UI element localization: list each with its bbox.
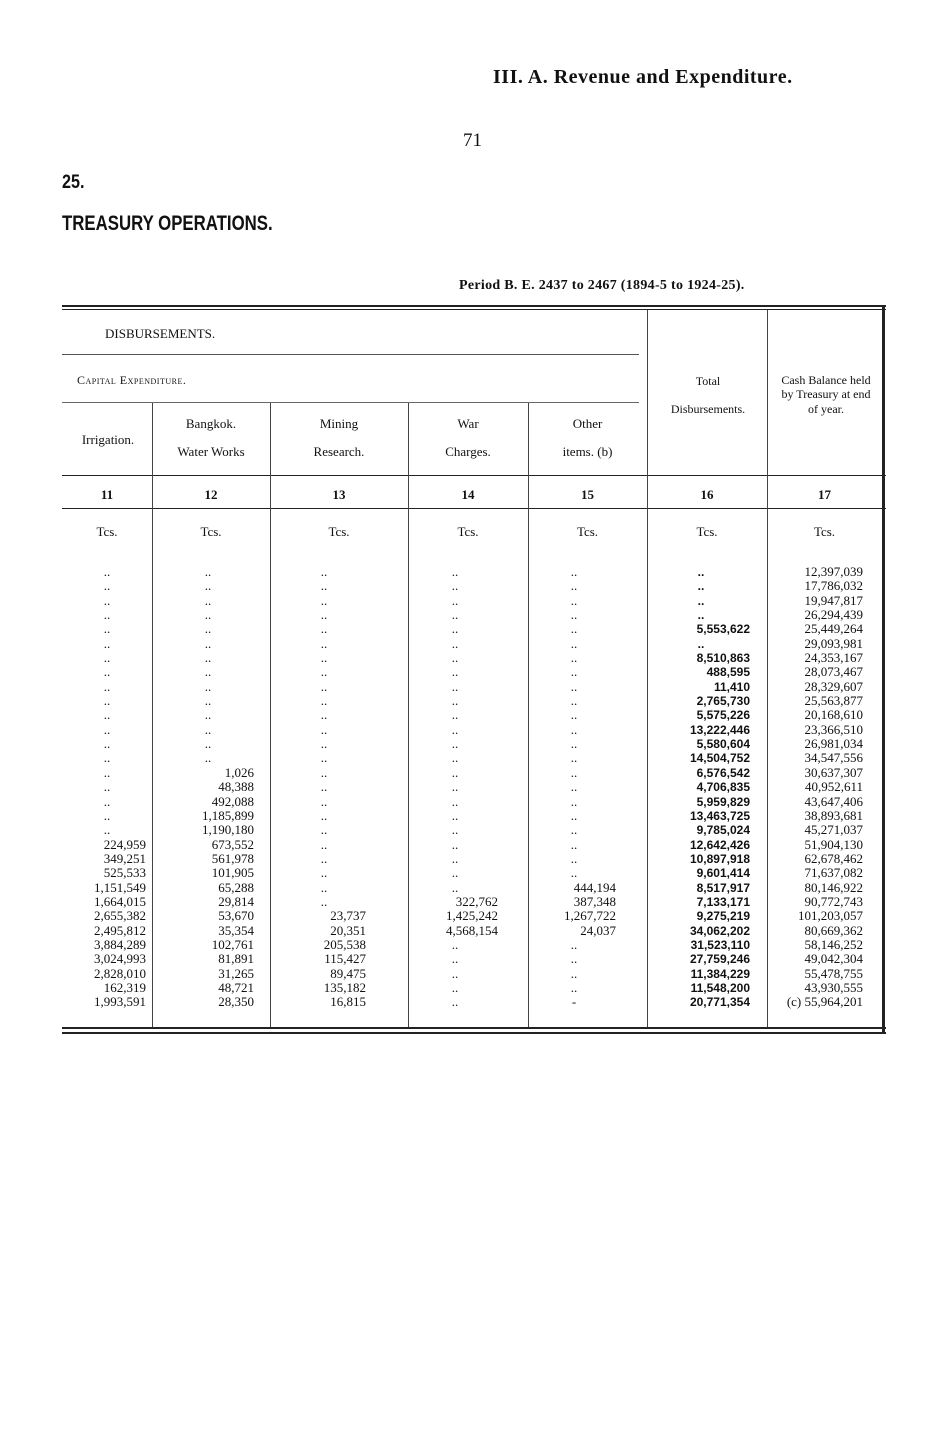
- irrigation-column: [68, 565, 146, 1010]
- water-works-cell: ..: [204, 607, 212, 623]
- total-cell: 5,959,829: [696, 794, 750, 809]
- water-works-cell: ..: [204, 621, 212, 637]
- other-items-cell: ..: [570, 607, 578, 623]
- war-charges-cell: 4,568,154: [446, 922, 498, 938]
- water-works-cell: 492,088: [211, 793, 254, 809]
- col-header-irrigation: [64, 431, 152, 449]
- war-charges-cell: ..: [451, 664, 459, 680]
- irrigation-cell: 349,251: [103, 850, 146, 866]
- total-cell: 13,463,725: [689, 808, 750, 823]
- other-items-cell: ..: [570, 664, 578, 680]
- col-number-17: 17: [818, 487, 831, 502]
- irrigation-cell: 1,151,549: [94, 879, 146, 895]
- cash-balance-cell: 38,893,681: [804, 807, 863, 823]
- total-cell: ..: [697, 636, 705, 651]
- mining-cell: ..: [320, 850, 328, 866]
- disbursements-heading: DISBURSEMENTS.: [105, 326, 216, 341]
- other-items-cell: ..: [570, 564, 578, 579]
- war-charges-cell: ..: [451, 650, 459, 666]
- other-items-cell: ..: [570, 750, 578, 766]
- war-charges-cell: ..: [451, 779, 459, 795]
- cash-balance-cell: 20,168,610: [804, 707, 863, 723]
- water-works-cell: ..: [204, 564, 212, 579]
- irrigation-cell: ..: [103, 779, 111, 795]
- war-charges-cell: ..: [451, 822, 459, 838]
- col-divider-6: [767, 310, 768, 1027]
- total-cell: ..: [697, 579, 705, 594]
- mining-cell: ..: [320, 650, 328, 666]
- total-disbursements-column: [652, 565, 750, 1010]
- col-header-mining-line1: Mining: [319, 416, 359, 431]
- col-header-war-charges-line2: Charges.: [445, 443, 491, 459]
- mining-cell: ..: [320, 707, 328, 723]
- total-cell: 14,504,752: [689, 751, 750, 766]
- water-works-cell: 65,288: [218, 879, 254, 895]
- water-works-cell: 28,350: [218, 994, 254, 1010]
- other-items-cell: ..: [570, 850, 578, 866]
- other-items-cell: ..: [570, 836, 578, 852]
- water-works-cell: ..: [204, 650, 212, 666]
- irrigation-cell: 2,655,382: [94, 908, 146, 924]
- water-works-cell: ..: [204, 578, 212, 594]
- cash-balance-cell: 45,271,037: [804, 822, 863, 838]
- water-works-cell: 1,026: [224, 764, 254, 780]
- water-works-cell: 673,552: [211, 836, 254, 852]
- cash-balance-cell: 71,637,082: [804, 865, 863, 881]
- mining-cell: ..: [320, 865, 328, 881]
- irrigation-cell: ..: [103, 707, 111, 723]
- water-works-cell: 101,905: [211, 865, 254, 881]
- war-charges-cell: ..: [451, 693, 459, 709]
- cash-balance-cell: 58,146,252: [804, 936, 863, 952]
- col-header-water-works-line2: Water Works: [177, 443, 245, 459]
- col-header-water-works-line1: Bangkok.: [185, 416, 237, 431]
- col-number-13: 13: [332, 487, 346, 502]
- mining-cell: 115,427: [324, 951, 366, 967]
- table-right-border: [882, 305, 885, 1034]
- war-charges-cell: ..: [451, 764, 459, 780]
- water-works-cell: 48,388: [218, 779, 254, 795]
- other-items-cell: ..: [570, 721, 578, 737]
- header-rule: [62, 475, 886, 476]
- col-header-war-charges-line1: War: [457, 416, 479, 431]
- cash-balance-cell: 80,146,922: [804, 879, 863, 895]
- unit-col-14: Tcs.: [457, 524, 479, 539]
- total-cell: 2,765,730: [696, 694, 750, 709]
- total-cell: 11,548,200: [690, 980, 750, 995]
- mining-cell: 23,737: [330, 908, 366, 924]
- col-number-12: 12: [204, 487, 218, 502]
- cash-balance-column: [770, 565, 863, 1010]
- cash-balance-cell: 49,042,304: [804, 951, 863, 967]
- other-items-cell: 387,348: [573, 893, 616, 909]
- treasury-table: [62, 305, 886, 1035]
- cash-balance-cell: 28,329,607: [804, 678, 863, 694]
- cash-balance-cell: (c) 55,964,201: [786, 994, 863, 1010]
- total-cell: ..: [697, 608, 705, 623]
- other-items-cell: ..: [570, 635, 578, 651]
- period-line: Period B. E. 2437 to 2467 (1894-5 to 1924-25).: [459, 278, 745, 293]
- water-works-cell: 81,891: [218, 951, 254, 967]
- irrigation-cell: ..: [103, 678, 111, 694]
- irrigation-cell: ..: [103, 793, 111, 809]
- total-cell: 10,897,918: [689, 851, 750, 866]
- water-works-cell: 48,721: [218, 979, 254, 995]
- col-number-14: 14: [461, 487, 475, 502]
- col-header-other-items-line2: items. (b): [562, 443, 613, 459]
- cash-balance-cell: 43,930,555: [804, 979, 863, 995]
- total-cell: 7,133,171: [696, 894, 750, 909]
- col-header-other-items: [528, 415, 647, 460]
- mining-cell: 205,538: [323, 936, 366, 952]
- total-cell: 488,595: [706, 665, 750, 680]
- group-rule: [62, 354, 639, 355]
- water-works-cell: ..: [204, 707, 212, 723]
- water-works-cell: ..: [204, 678, 212, 694]
- total-cell: 8,517,917: [696, 880, 750, 895]
- war-charges-cell: 322,762: [455, 893, 498, 909]
- mining-cell: 20,351: [330, 922, 366, 938]
- war-charges-column: [412, 565, 498, 1010]
- total-cell: 11,384,229: [690, 966, 750, 981]
- water-works-cell: 31,265: [218, 965, 254, 981]
- total-cell: 27,759,246: [689, 952, 750, 967]
- irrigation-cell: 1,993,591: [94, 994, 146, 1010]
- table-title: TREASURY OPERATIONS.: [62, 212, 273, 235]
- water-works-cell: ..: [204, 664, 212, 680]
- total-cell: 5,580,604: [696, 737, 750, 752]
- other-items-cell: ..: [570, 678, 578, 694]
- total-cell: 13,222,446: [689, 722, 750, 737]
- water-works-cell: ..: [204, 592, 212, 608]
- cash-balance-cell: 40,952,611: [804, 779, 863, 795]
- col-divider-5: [647, 310, 648, 1027]
- mining-cell: 89,475: [330, 965, 366, 981]
- cash-balance-cell: 29,093,981: [804, 635, 863, 651]
- mining-cell: ..: [320, 736, 328, 752]
- cash-balance-cell: 28,073,467: [804, 664, 863, 680]
- war-charges-cell: ..: [451, 965, 459, 981]
- irrigation-cell: ..: [103, 764, 111, 780]
- col-header-war-charges: [408, 415, 528, 460]
- cash-balance-cell: 23,366,510: [804, 721, 863, 737]
- war-charges-cell: ..: [451, 865, 459, 881]
- total-cell: 20,771,354: [689, 995, 750, 1010]
- war-charges-cell: ..: [451, 678, 459, 694]
- other-items-cell: ..: [570, 621, 578, 637]
- col-header-cash-balance: Cash Balance held by Treasury at end of year.: [781, 373, 871, 416]
- unit-col-12: Tcs.: [200, 524, 222, 539]
- table-bottom-rule-2: [62, 1032, 886, 1034]
- mining-cell: ..: [320, 750, 328, 766]
- war-charges-cell: ..: [451, 793, 459, 809]
- mining-cell: ..: [320, 678, 328, 694]
- war-charges-cell: ..: [451, 994, 459, 1010]
- water-works-cell: ..: [204, 693, 212, 709]
- other-items-cell: ..: [570, 865, 578, 881]
- war-charges-cell: ..: [451, 564, 459, 579]
- water-works-cell: 1,185,899: [202, 807, 254, 823]
- total-cell: 34,062,202: [689, 923, 750, 938]
- total-cell: 9,275,219: [696, 909, 750, 924]
- mining-cell: ..: [320, 607, 328, 623]
- cash-balance-cell: 25,449,264: [804, 621, 863, 637]
- other-items-cell: ..: [570, 807, 578, 823]
- war-charges-cell: ..: [451, 936, 459, 952]
- col-header-total-line1: Total: [695, 374, 721, 388]
- other-items-cell: ..: [570, 793, 578, 809]
- col-header-irrigation-label: Irrigation.: [81, 432, 135, 447]
- irrigation-cell: 3,024,993: [94, 951, 146, 967]
- unit-col-11: Tcs.: [96, 524, 118, 539]
- water-works-cell: ..: [204, 736, 212, 752]
- total-cell: 6,576,542: [696, 765, 750, 780]
- col-header-other-items-line1: Other: [572, 416, 603, 431]
- cash-balance-cell: 80,669,362: [804, 922, 863, 938]
- mining-cell: ..: [320, 807, 328, 823]
- irrigation-cell: ..: [103, 578, 111, 594]
- irrigation-cell: ..: [103, 736, 111, 752]
- irrigation-cell: ..: [103, 650, 111, 666]
- unit-col-15: Tcs.: [576, 524, 599, 539]
- cash-balance-cell: 26,294,439: [804, 607, 863, 623]
- irrigation-cell: ..: [103, 822, 111, 838]
- cash-balance-cell: 55,478,755: [804, 965, 863, 981]
- irrigation-cell: 2,495,812: [94, 922, 146, 938]
- water-works-cell: 1,190,180: [202, 822, 254, 838]
- water-works-cell: ..: [204, 750, 212, 766]
- cash-balance-cell: 43,647,406: [804, 793, 863, 809]
- other-items-cell: ..: [570, 736, 578, 752]
- war-charges-cell: ..: [451, 807, 459, 823]
- cash-balance-cell: 24,353,167: [804, 650, 863, 666]
- other-items-cell: ..: [570, 764, 578, 780]
- total-cell: ..: [697, 593, 705, 608]
- unit-col-16: Tcs.: [696, 524, 718, 539]
- table-bottom-rule: [62, 1027, 886, 1029]
- war-charges-cell: ..: [451, 951, 459, 967]
- table-number: 25.: [62, 172, 85, 193]
- water-works-cell: 53,670: [218, 908, 254, 924]
- section-title: III. A. Revenue and Expenditure.: [493, 66, 793, 88]
- other-items-cell: ..: [570, 650, 578, 666]
- cash-balance-cell: 25,563,877: [804, 693, 863, 709]
- col-header-mining-line2: Research.: [313, 443, 365, 459]
- water-works-cell: 102,761: [211, 936, 254, 952]
- water-works-cell: ..: [204, 721, 212, 737]
- other-items-cell: ..: [570, 979, 578, 995]
- irrigation-cell: ..: [103, 807, 111, 823]
- war-charges-cell: ..: [451, 592, 459, 608]
- water-works-cell: ..: [204, 635, 212, 651]
- irrigation-cell: 3,884,289: [94, 936, 146, 952]
- irrigation-cell: ..: [103, 635, 111, 651]
- total-cell: 8,510,863: [696, 651, 750, 666]
- total-cell: 9,785,024: [696, 823, 750, 838]
- mining-cell: ..: [320, 578, 328, 594]
- mining-cell: ..: [320, 564, 328, 579]
- other-items-cell: ..: [570, 693, 578, 709]
- total-cell: 11,410: [713, 679, 750, 694]
- total-cell: ..: [697, 565, 705, 579]
- mining-cell: ..: [320, 764, 328, 780]
- war-charges-cell: ..: [451, 750, 459, 766]
- war-charges-cell: ..: [451, 621, 459, 637]
- mining-cell: ..: [320, 893, 328, 909]
- total-cell: 4,706,835: [696, 780, 750, 795]
- cash-balance-cell: 19,947,817: [804, 592, 863, 608]
- cash-balance-cell: 51,904,130: [804, 836, 863, 852]
- other-items-cell: -: [571, 994, 577, 1010]
- other-items-cell: ..: [570, 592, 578, 608]
- irrigation-cell: ..: [103, 721, 111, 737]
- other-items-cell: ..: [570, 965, 578, 981]
- total-cell: 5,575,226: [696, 708, 750, 723]
- mining-cell: 135,182: [323, 979, 366, 995]
- col-header-mining: [270, 415, 408, 460]
- other-items-cell: 444,194: [573, 879, 616, 895]
- other-items-cell: 1,267,722: [564, 908, 616, 924]
- total-cell: 31,523,110: [690, 937, 750, 952]
- other-items-cell: ..: [570, 822, 578, 838]
- cash-balance-cell: 30,637,307: [804, 764, 863, 780]
- war-charges-cell: ..: [451, 879, 459, 895]
- water-works-cell: 561,978: [211, 850, 254, 866]
- irrigation-cell: ..: [103, 664, 111, 680]
- war-charges-cell: ..: [451, 836, 459, 852]
- mining-cell: ..: [320, 836, 328, 852]
- irrigation-cell: ..: [103, 607, 111, 623]
- unit-col-17: Tcs.: [813, 524, 836, 539]
- irrigation-cell: ..: [103, 564, 111, 579]
- mining-cell: ..: [320, 779, 328, 795]
- other-items-cell: ..: [570, 707, 578, 723]
- water-works-column: [162, 565, 254, 1010]
- table-top-rule: [62, 305, 886, 307]
- war-charges-cell: ..: [451, 707, 459, 723]
- mining-column: [282, 565, 366, 1010]
- other-items-cell: ..: [570, 578, 578, 594]
- page-number: 71: [463, 130, 482, 151]
- irrigation-cell: 525,533: [103, 865, 146, 881]
- war-charges-cell: ..: [451, 635, 459, 651]
- other-items-column: [532, 565, 616, 1010]
- col-number-15: 15: [581, 487, 594, 502]
- cash-balance-cell: 34,547,556: [804, 750, 863, 766]
- mining-cell: ..: [320, 879, 328, 895]
- total-cell: 9,601,414: [696, 866, 750, 881]
- col-number-16: 16: [700, 487, 714, 502]
- war-charges-cell: 1,425,242: [446, 908, 498, 924]
- war-charges-cell: ..: [451, 850, 459, 866]
- water-works-cell: 35,354: [218, 922, 254, 938]
- irrigation-cell: 162,319: [103, 979, 146, 995]
- total-cell: 12,642,426: [689, 837, 750, 852]
- mining-cell: ..: [320, 721, 328, 737]
- irrigation-cell: 2,828,010: [94, 965, 146, 981]
- cash-balance-cell: 90,772,743: [804, 893, 863, 909]
- war-charges-cell: ..: [451, 721, 459, 737]
- colnum-rule: [62, 508, 886, 509]
- mining-cell: ..: [320, 693, 328, 709]
- irrigation-cell: ..: [103, 750, 111, 766]
- war-charges-cell: ..: [451, 979, 459, 995]
- cash-balance-cell: 62,678,462: [804, 850, 863, 866]
- col-header-total-line2: Disbursements.: [670, 402, 746, 417]
- col-number-11: 11: [100, 487, 114, 502]
- table-top-rule-2: [62, 309, 886, 310]
- irrigation-cell: 224,959: [103, 836, 146, 852]
- other-items-cell: ..: [570, 779, 578, 795]
- cash-balance-cell: 26,981,034: [804, 736, 863, 752]
- war-charges-cell: ..: [451, 736, 459, 752]
- col-header-total: [650, 373, 766, 417]
- mining-cell: ..: [320, 664, 328, 680]
- mining-cell: ..: [320, 635, 328, 651]
- cash-balance-cell: 12,397,039: [804, 564, 863, 579]
- war-charges-cell: ..: [451, 607, 459, 623]
- irrigation-cell: ..: [103, 592, 111, 608]
- irrigation-cell: ..: [103, 693, 111, 709]
- subgroup-rule: [62, 402, 639, 403]
- irrigation-cell: ..: [103, 621, 111, 637]
- mining-cell: ..: [320, 822, 328, 838]
- war-charges-cell: ..: [451, 578, 459, 594]
- cash-balance-cell: 17,786,032: [804, 578, 863, 594]
- water-works-cell: 29,814: [218, 893, 254, 909]
- mining-cell: ..: [320, 621, 328, 637]
- capital-expenditure-heading: Capital Expenditure.: [77, 373, 187, 387]
- total-cell: 5,553,622: [696, 622, 750, 637]
- col-header-water-works: [152, 415, 270, 460]
- other-items-cell: ..: [570, 936, 578, 952]
- irrigation-cell: 1,664,015: [94, 893, 146, 909]
- other-items-cell: ..: [570, 951, 578, 967]
- unit-col-13: Tcs.: [328, 524, 350, 539]
- cash-balance-cell: 101,203,057: [798, 908, 863, 924]
- other-items-cell: 24,037: [580, 922, 616, 938]
- mining-cell: ..: [320, 592, 328, 608]
- mining-cell: ..: [320, 793, 328, 809]
- mining-cell: 16,815: [330, 994, 366, 1010]
